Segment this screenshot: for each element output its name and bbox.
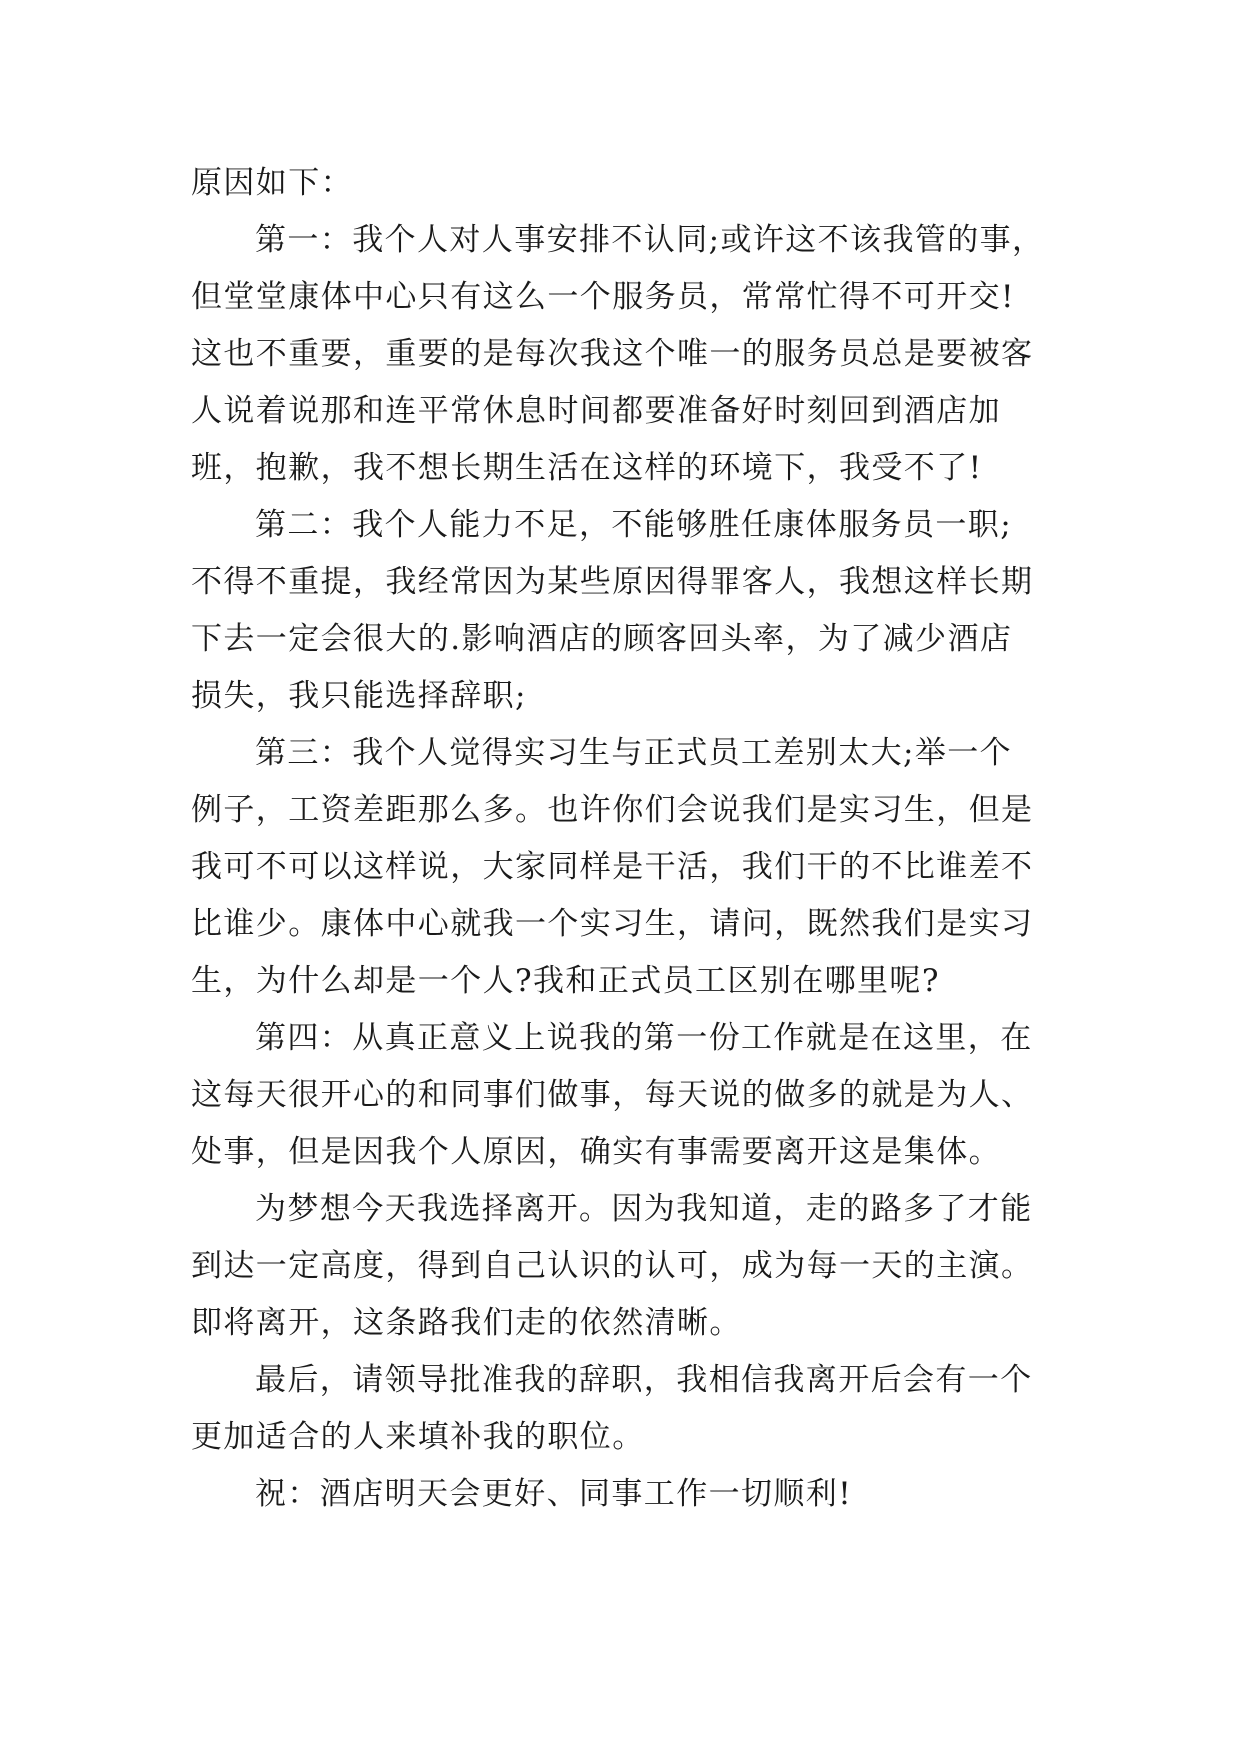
- document-body: [191, 155, 1071, 1523]
- text-line: 例子，工资差距那么多。也许你们会说我们是实习生，但是: [191, 792, 1034, 828]
- text-line: 生，为什么却是一个人?我和正式员工区别在哪里呢?: [191, 963, 940, 999]
- text-line: 最后，请领导批准我的辞职，我相信我离开后会有一个: [255, 1362, 1033, 1398]
- text-line: 这每天很开心的和同事们做事，每天说的做多的就是为人、: [191, 1077, 1034, 1113]
- text-line: 祝：酒店明天会更好、同事工作一切顺利!: [255, 1476, 853, 1512]
- text-line: 损失，我只能选择辞职;: [191, 678, 527, 714]
- text-line: 第三：我个人觉得实习生与正式员工差别太大;举一个: [255, 735, 1013, 771]
- text-line: 即将离开，这条路我们走的依然清晰。: [191, 1305, 742, 1341]
- text-line: 第二：我个人能力不足，不能够胜任康体服务员一职;: [255, 507, 1013, 543]
- text-line: 但堂堂康体中心只有这么一个服务员，常常忙得不可开交!: [191, 279, 1015, 315]
- text-line: 为梦想今天我选择离开。因为我知道，走的路多了才能: [255, 1191, 1033, 1227]
- text-line: 人说着说那和连平常休息时间都要准备好时刻回到酒店加: [191, 393, 1001, 429]
- text-line: 不得不重提，我经常因为某些原因得罪客人，我想这样长期: [191, 564, 1034, 600]
- text-line: 下去一定会很大的.影响酒店的顾客回头率，为了减少酒店: [191, 621, 1013, 657]
- text-line: 我可不可以这样说，大家同样是干活，我们干的不比谁差不: [191, 849, 1034, 885]
- text-line: 到达一定高度，得到自己认识的认可，成为每一天的主演。: [191, 1248, 1034, 1284]
- text-line: 这也不重要，重要的是每次我这个唯一的服务员总是要被客: [191, 336, 1034, 372]
- text-line: 原因如下：: [191, 165, 353, 201]
- text-line: 第四：从真正意义上说我的第一份工作就是在这里，在: [255, 1020, 1033, 1056]
- text-line: 班，抱歉，我不想长期生活在这样的环境下，我受不了!: [191, 450, 983, 486]
- text-line: 更加适合的人来填补我的职位。: [191, 1419, 645, 1455]
- text-line: 比谁少。康体中心就我一个实习生，请问，既然我们是实习: [191, 906, 1034, 942]
- text-line: 处事，但是因我个人原因，确实有事需要离开这是集体。: [191, 1134, 1001, 1170]
- text-line: 第一：我个人对人事安排不认同;或许这不该我管的事，: [255, 222, 1045, 258]
